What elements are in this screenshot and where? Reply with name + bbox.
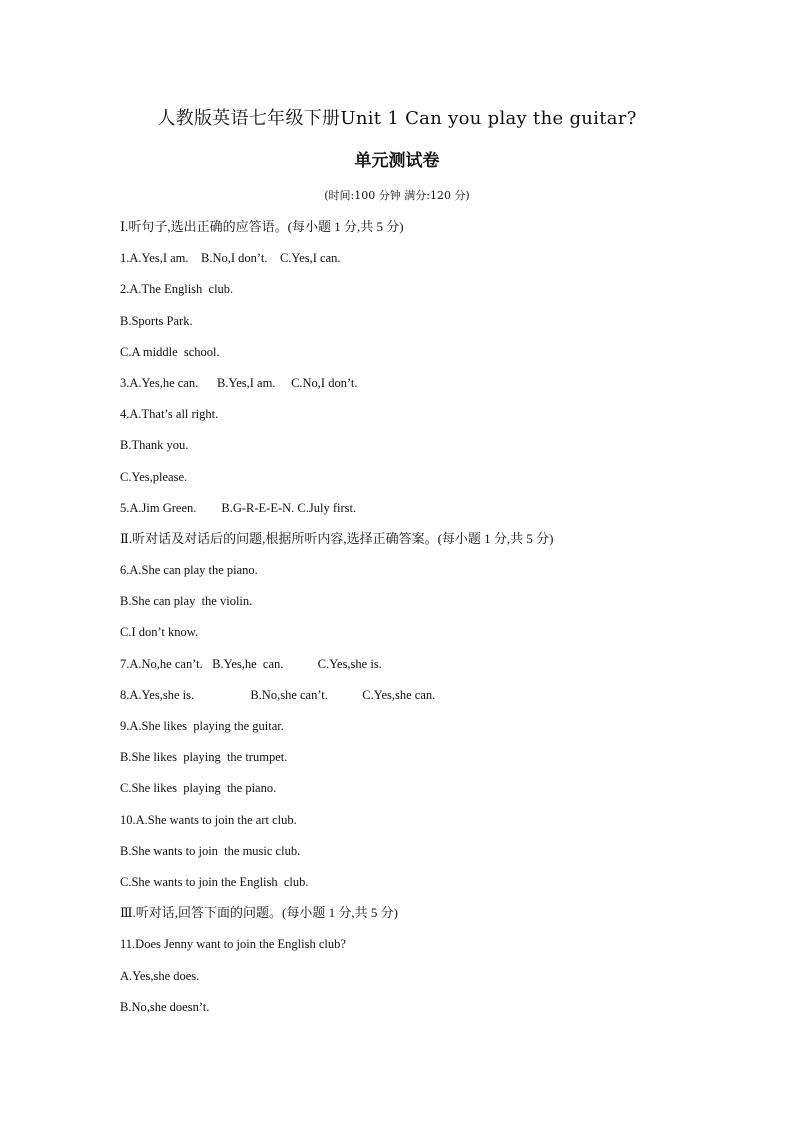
section-heading: Ⅱ.听对话及对话后的问题,根据所听内容,选择正确答案。(每小题 1 分,共 5 分) — [120, 530, 554, 546]
question-line: C.I don’t know. — [120, 625, 199, 640]
section-heading: Ⅰ.听句子,选出正确的应答语。(每小题 1 分,共 5 分) — [120, 219, 404, 234]
page-title: 人教版英语七年级下册Unit 1 Can you play the guitar? — [157, 108, 637, 129]
question-line: 7.A.No,he can’t. B.Yes,he can. C.Yes,she is. — [120, 656, 382, 671]
question-line: B.Thank you. — [120, 438, 189, 453]
question-line: 2.A.The English club. — [120, 282, 234, 297]
page-subtitle: 单元测试卷 — [354, 151, 440, 171]
question-line: 4.A.That’s all right. — [120, 407, 219, 422]
question-line: B.She can play the violin. — [120, 594, 253, 609]
question-line: B.No,she doesn’t. — [120, 999, 210, 1014]
question-line: 10.A.She wants to join the art club. — [120, 812, 297, 827]
exam-meta: (时间:100 分钟 满分:120 分) — [324, 189, 470, 202]
question-line: 9.A.She likes playing the guitar. — [120, 719, 284, 733]
question-line: B.She wants to join the music club. — [120, 843, 301, 858]
question-line: 11.Does Jenny want to join the English club? — [120, 937, 346, 952]
question-line: C.A middle school. — [120, 344, 220, 359]
question-line: 5.A.Jim Green. B.G-R-E-E-N. C.July first. — [120, 500, 357, 515]
question-line: 3.A.Yes,he can. B.Yes,I am. C.No,I don’t. — [120, 375, 358, 390]
section-heading: Ⅲ.听对话,回答下面的问题。(每小题 1 分,共 5 分) — [120, 905, 398, 921]
question-line: C.Yes,please. — [120, 469, 188, 484]
question-line: C.She wants to join the English club. — [120, 874, 309, 889]
question-line: C.She likes playing the piano. — [120, 781, 277, 796]
question-line: 1.A.Yes,I am. B.No,I don’t. C.Yes,I can. — [120, 251, 341, 266]
question-line: B.She likes playing the trumpet. — [120, 750, 288, 765]
question-list — [120, 216, 720, 1027]
question-line: 8.A.Yes,she is. B.No,she can’t. C.Yes,she can. — [120, 687, 436, 702]
question-line: B.Sports Park. — [120, 313, 193, 328]
question-line: 6.A.She can play the piano. — [120, 563, 258, 578]
question-line: A.Yes,she does. — [120, 968, 200, 983]
